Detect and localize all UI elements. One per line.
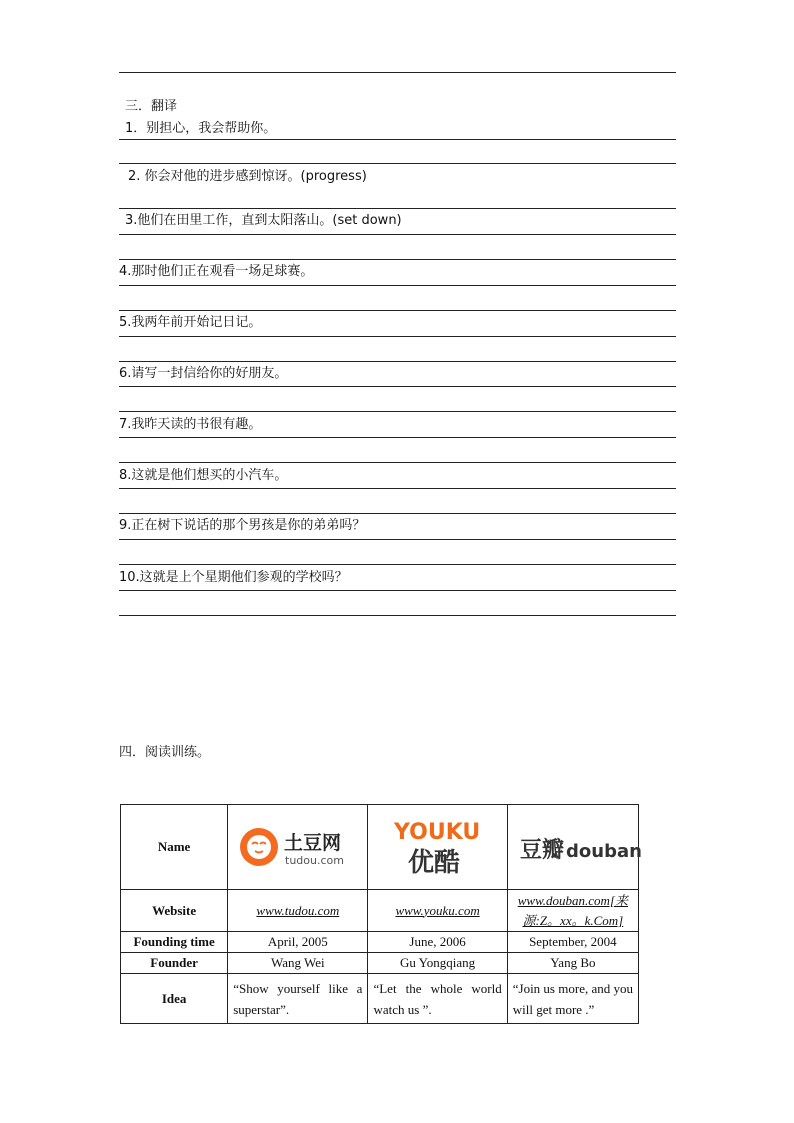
translation-item-2: 2. 你会对他的进步感到惊讶。(progress) — [128, 169, 367, 184]
svg-text:douban: douban — [565, 841, 642, 862]
answer-line — [119, 163, 676, 164]
svg-text:tudou.com: tudou.com — [284, 854, 344, 867]
translation-item-9: 9.正在树下说话的那个男孩是你的弟弟吗？ — [119, 518, 366, 533]
youku-logo — [373, 807, 501, 887]
douban-idea: “Join us more, and you will get more .” — [507, 974, 638, 1024]
tudou-face-icon — [238, 817, 358, 877]
table-row — [121, 974, 639, 1024]
tudou-founding: April, 2005 — [228, 932, 368, 953]
svg-text:豆瓣: 豆瓣 — [519, 838, 564, 863]
table-row — [121, 890, 639, 932]
youku-link[interactable]: www.youku.com — [395, 902, 480, 918]
translation-item-7: 7.我昨天读的书很有趣。 — [119, 417, 262, 432]
youku-founding: June, 2006 — [368, 932, 507, 953]
answer-line — [119, 411, 676, 412]
answer-line — [119, 386, 676, 387]
answer-line — [119, 336, 676, 337]
reading-table — [120, 804, 642, 1024]
translation-item-10: 10.这就是上个星期他们参观的学校吗？ — [119, 570, 348, 585]
answer-line — [119, 234, 676, 235]
svg-text:优酷: 优酷 — [407, 848, 460, 878]
answer-line — [119, 259, 676, 260]
answer-line — [119, 590, 676, 591]
header-rule — [119, 72, 676, 73]
svg-text:YOUKU: YOUKU — [393, 820, 480, 845]
tudou-founder: Wang Wei — [228, 953, 368, 974]
translation-item-3: 3.他们在田里工作，直到太阳落山。(set down) — [125, 213, 402, 228]
section4-title: 四．阅读训练。 — [119, 745, 211, 760]
answer-line — [119, 208, 676, 209]
svg-text:土豆网: 土豆网 — [283, 832, 341, 854]
answer-line — [119, 310, 676, 311]
answer-line — [119, 361, 676, 362]
youku-founder: Gu Yongqiang — [368, 953, 507, 974]
row-label-founder: Founder — [121, 953, 228, 974]
row-label-idea: Idea — [121, 974, 228, 1024]
translation-item-1: 1．别担心，我会帮助你。 — [125, 121, 277, 136]
youku-idea: “Let the whole world watch us ”. — [368, 974, 507, 1024]
douban-logo-cell — [507, 805, 642, 890]
table-row — [121, 953, 639, 974]
answer-line — [119, 285, 676, 286]
row-label-founding: Founding time — [121, 932, 228, 953]
translation-item-6: 6.请写一封信给你的好朋友。 — [119, 366, 288, 381]
youku-logo-cell — [368, 805, 507, 890]
tudou-link[interactable]: www.tudou.com — [256, 902, 340, 918]
answer-line — [119, 564, 676, 565]
translation-item-8: 8.这就是他们想买的小汽车。 — [119, 468, 288, 483]
douban-link[interactable]: www.douban.com[来源:Z。xx。k.Com] — [517, 892, 628, 928]
section3-title: 三．翻译 — [125, 99, 178, 114]
answer-line — [119, 615, 676, 616]
tudou-logo — [233, 807, 362, 887]
tudou-logo-cell — [228, 805, 368, 890]
translation-item-5: 5.我两年前开始记日记。 — [119, 315, 262, 330]
answer-line — [119, 462, 676, 463]
answer-line — [119, 488, 676, 489]
answer-line — [119, 539, 676, 540]
answer-line — [119, 513, 676, 514]
douban-founder: Yang Bo — [507, 953, 638, 974]
douban-logo — [513, 807, 642, 887]
row-label-name: Name — [121, 805, 228, 890]
douban-founding: September, 2004 — [507, 932, 638, 953]
table-row — [121, 932, 639, 953]
row-label-website: Website — [121, 890, 228, 932]
table-row — [121, 805, 639, 890]
translation-item-4: 4.那时他们正在观看一场足球赛。 — [119, 264, 314, 279]
tudou-idea: “Show yourself like a superstar”. — [228, 974, 368, 1024]
answer-line — [119, 139, 676, 140]
answer-line — [119, 437, 676, 438]
